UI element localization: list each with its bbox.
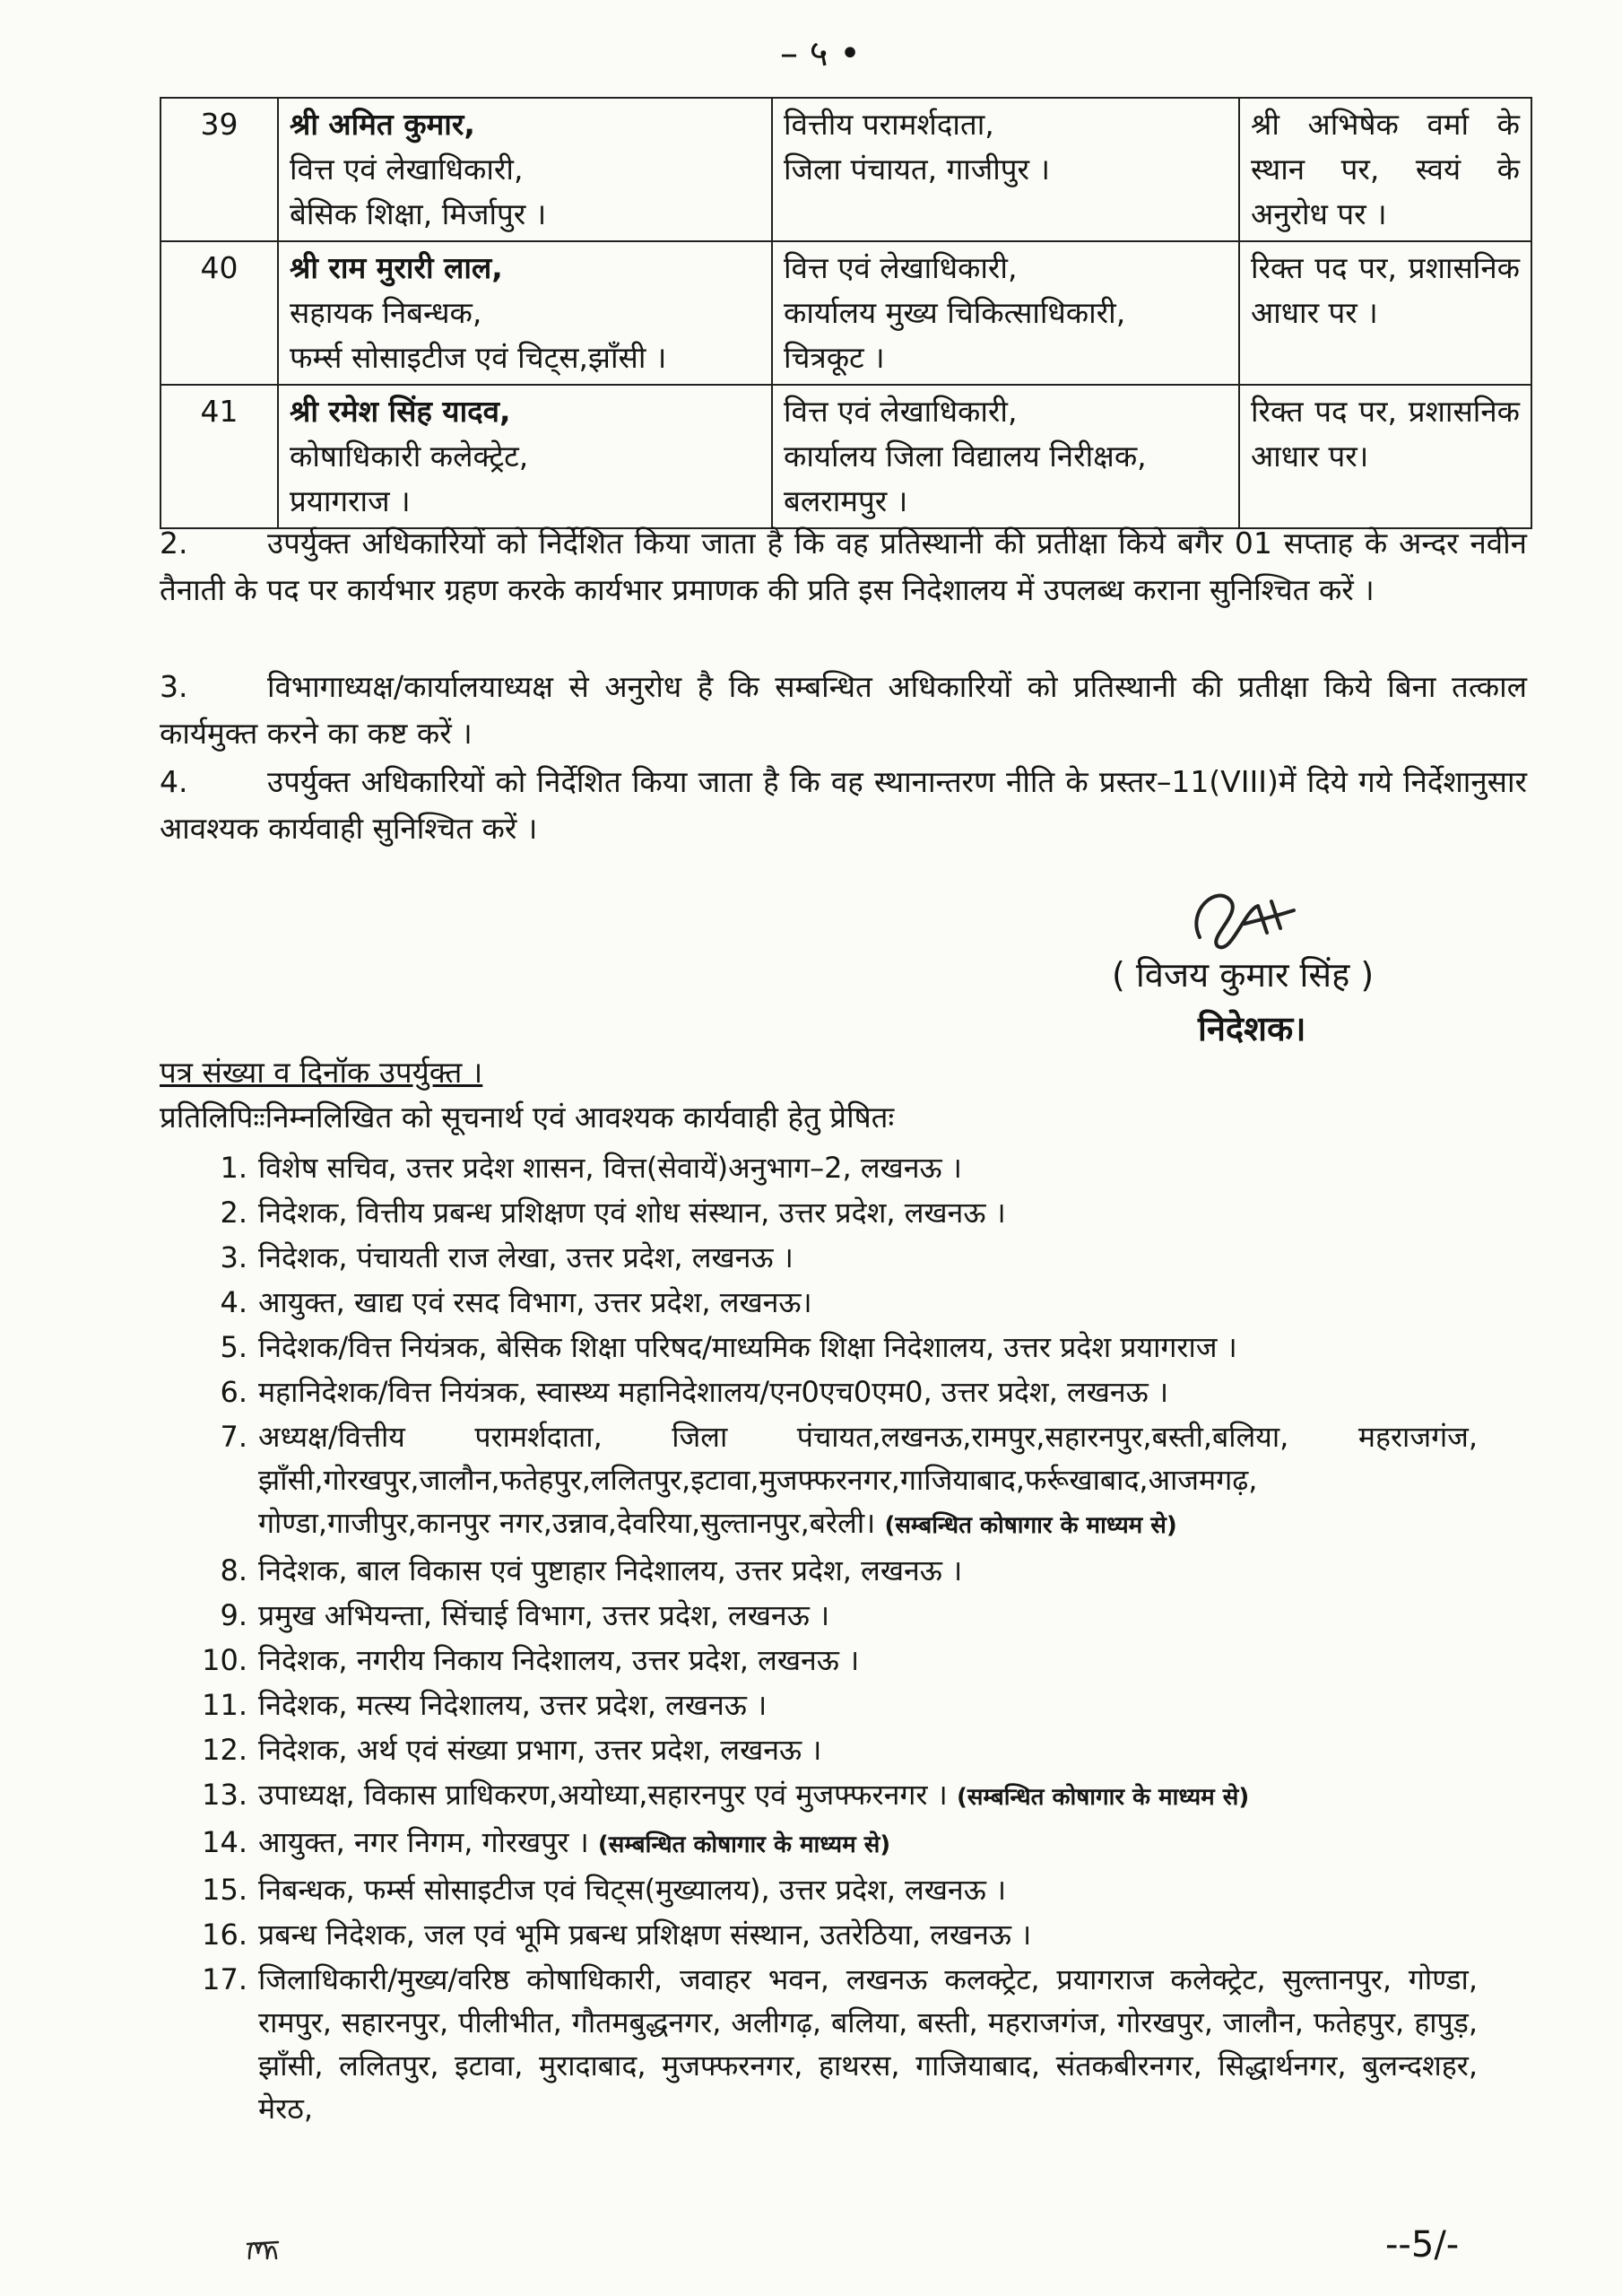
list-item-body: आयुक्त, नगर निगम, गोरखपुर । [258,1825,589,1859]
list-item-text [258,1370,1478,1413]
list-item [160,1326,1478,1369]
list-item-text [258,1549,1478,1592]
list-item-text [258,1868,1478,1911]
officer-cell [278,241,772,385]
officer-detail: बेसिक शिक्षा, मिर्जापुर । [290,196,547,231]
list-item-body: अध्यक्ष/वित्तीय परामर्शदाता, जिला पंचायत,लखनऊ,रामपुर,सहारनपुर,बस्ती,बलिया, महराजगंज, झाँसी,गोरखपुर,जालौन,फतेहपुर,ललितपुर,इटावा,मुजफ्फरनगर,गाजियाबाद,फर्रूखाबाद,आजमगढ़, गोण्डा,गाजीपुर,कानपुर नगर,उन्नाव,देवरिया,सुल्तानपुर,बरेली। [258,1420,1478,1540]
list-item-text [258,1191,1478,1234]
list-item-text [258,1415,1478,1547]
paragraph-number: 4. [160,764,188,799]
list-item [160,1639,1478,1682]
remark-cell: रिक्त पद पर, प्रशासनिक आधार पर। [1239,385,1531,528]
list-item-number: 13. [202,1778,247,1812]
list-item-number: 14. [202,1825,247,1859]
posting-line: कार्यालय जिला विद्यालय निरीक्षक, [784,439,1147,474]
posting-line: बलरामपुर । [784,483,908,518]
list-item-body: प्रमुख अभियन्ता, सिंचाई विभाग, उत्तर प्रदेश, लखनऊ । [258,1598,830,1632]
paragraph-3 [160,664,1527,757]
list-item [160,1913,1478,1956]
list-item-number: 6. [220,1375,247,1409]
page-number: – ५ • [780,33,861,74]
officer-name: श्री रमेश सिंह यादव, [290,394,511,429]
list-item-text [258,1326,1478,1369]
list-item-text [258,1913,1478,1956]
posting-cell [772,385,1239,528]
list-item [160,1594,1478,1637]
list-item [160,1728,1478,1771]
list-item-body: आयुक्त, खाद्य एवं रसद विभाग, उत्तर प्रदेश, लखनऊ। [258,1285,812,1319]
list-item-body: निदेशक, बाल विकास एवं पुष्टाहार निदेशालय, उत्तर प्रदेश, लखनऊ । [258,1553,963,1587]
list-item-text [258,1958,1478,2130]
list-item-number: 15. [202,1873,247,1907]
list-item [160,1415,1478,1547]
serial-number: 39 [160,98,278,241]
list-item-number: 4. [220,1285,247,1319]
list-item [160,1868,1478,1911]
posting-cell [772,241,1239,385]
officer-detail: सहायक निबन्धक, [290,295,482,330]
paragraph-text: उपर्युक्त अधिकारियों को निर्देशित किया जाता है कि वह स्थानान्तरण नीति के प्रस्तर–11(VIII)में दिये गये निर्देशानुसार आवश्यक कार्यवाही सुनिश्चित करें । [160,764,1527,846]
copy-intro: प्रतिलिपिःःनिम्नलिखित को सूचनार्थ एवं आवश्यक कार्यवाही हेतु प्रेषितः [160,1100,895,1135]
signatory-name: ( विजय कुमार सिंह ) [1112,955,1375,995]
posting-line: कार्यालय मुख्य चिकित्साधिकारी, [784,295,1126,330]
transfer-table [160,97,1532,529]
paragraph-4 [160,759,1527,852]
list-item-number: 11. [202,1688,247,1722]
posting-line: वित्तीय परामर्शदाता, [784,107,994,142]
posting-line: जिला पंचायत, गाजीपुर । [784,152,1051,187]
list-item-number: 12. [202,1733,247,1767]
officer-detail: फर्म्स सोसाइटीज एवं चिट्स,झाँसी । [290,340,667,375]
list-item [160,1683,1478,1726]
list-item-number: 16. [202,1918,247,1952]
list-item-text [258,1146,1478,1189]
list-item [160,1281,1478,1324]
list-item-body: निदेशक, पंचायती राज लेखा, उत्तर प्रदेश, लखनऊ । [258,1240,794,1274]
officer-cell [278,98,772,241]
remark-cell: रिक्त पद पर, प्रशासनिक आधार पर । [1239,241,1531,385]
list-item-number: 7. [220,1420,247,1454]
paragraph-2 [160,520,1527,613]
serial-number: 41 [160,385,278,528]
copy-list [160,1146,1478,2132]
officer-cell [278,385,772,528]
continued-marker: --5/- [1385,2224,1460,2266]
list-item-body: निदेशक, मत्स्य निदेशालय, उत्तर प्रदेश, लखनऊ । [258,1688,768,1722]
table-row [160,98,1531,241]
officer-detail: प्रयागराज । [290,483,411,518]
list-item-body: उपाध्यक्ष, विकास प्राधिकरण,अयोध्या,सहारनपुर एवं मुजफ्फरनगर । [258,1778,948,1812]
table-row [160,385,1531,528]
initials-mark [244,2231,280,2267]
list-item-body: जिलाधिकारी/मुख्य/वरिष्ठ कोषाधिकारी, जवाहर भवन, लखनऊ कलक्ट्रेट, प्रयागराज कलेक्ट्रेट, सुल्तानपुर, गोण्डा, रामपुर, सहारनपुर, पीलीभीत, गौतमबुद्धनगर, अलीगढ़, बलिया, बस्ती, महराजगंज, गोरखपुर, जालौन, फतेहपुर, हापुड़, झाँसी, ललितपुर, इटावा, मुरादाबाद, मुजफ्फरनगर, हाथरस, गाजियाबाद, संतकबीरनगर, सिद्धार्थनगर, बुलन्दशहर, मेरठ, [258,1962,1478,2126]
list-item-text [258,1594,1478,1637]
signatory-title: निदेशक। [1198,1009,1306,1048]
list-item-body: निदेशक, नगरीय निकाय निदेशालय, उत्तर प्रदेश, लखनऊ । [258,1643,860,1677]
list-item [160,1236,1478,1279]
list-item-note: (सम्बन्धित कोषागार के माध्यम से) [884,1512,1177,1539]
posting-line: चित्रकूट । [784,340,885,375]
list-item-text [258,1683,1478,1726]
paragraph-number: 2. [160,526,188,561]
remark-cell: श्री अभिषेक वर्मा के स्थान पर, स्वयं के अनुरोध पर । [1239,98,1531,241]
list-item-text [258,1821,1478,1866]
list-item [160,1370,1478,1413]
list-item [160,1958,1478,2130]
list-item-body: निदेशक, अर्थ एवं संख्या प्रभाग, उत्तर प्रदेश, लखनऊ । [258,1733,822,1767]
list-item-number: 3. [220,1240,247,1274]
list-item-number: 5. [220,1330,247,1364]
list-item-note: (सम्बन्धित कोषागार के माध्यम से) [956,1784,1250,1811]
list-item [160,1773,1478,1819]
list-item-text [258,1281,1478,1324]
letter-reference: पत्र संख्या व दिनॉक उपर्युक्त । [160,1055,483,1090]
officer-name: श्री अमित कुमार, [290,107,475,142]
list-item-number: 2. [220,1196,247,1230]
list-item-number: 10. [202,1643,247,1677]
list-item-text [258,1728,1478,1771]
list-item-number: 1. [220,1151,247,1185]
list-item [160,1146,1478,1189]
list-item-body: महानिदेशक/वित्त नियंत्रक, स्वास्थ्य महानिदेशालय/एन0एच0एम0, उत्तर प्रदेश, लखनऊ । [258,1375,1169,1409]
list-item-text [258,1639,1478,1682]
officer-name: श्री राम मुरारी लाल, [290,250,503,285]
list-item-body: निदेशक/वित्त नियंत्रक, बेसिक शिक्षा परिषद/माध्यमिक शिक्षा निदेशालय, उत्तर प्रदेश प्रयागराज । [258,1330,1237,1364]
officer-detail: कोषाधिकारी कलेक्ट्रेट, [290,439,529,474]
list-item-note: (सम्बन्धित कोषागार के माध्यम से) [597,1831,891,1858]
paragraph-text: विभागाध्यक्ष/कार्यालयाध्यक्ष से अनुरोध है कि सम्बन्धित अधिकारियों को प्रतिस्थानी की प्रतीक्षा किये बिना तत्काल कार्यमुक्त करने का कष्ट करें । [160,669,1527,751]
paragraph-number: 3. [160,669,188,704]
posting-line: वित्त एवं लेखाधिकारी, [784,250,1018,285]
officer-detail: वित्त एवं लेखाधिकारी, [290,152,524,187]
paragraph-text: उपर्युक्त अधिकारियों को निर्देशित किया जाता है कि वह प्रतिस्थानी की प्रतीक्षा किये बगैर 01 सप्ताह के अन्दर नवीन तैनाती के पद पर कार्यभार ग्रहण करके कार्यभार प्रमाणक की प्रति इस निदेशालय में उपलब्ध कराना सुनिश्चित करें । [160,526,1527,607]
list-item-body: प्रबन्ध निदेशक, जल एवं भूमि प्रबन्ध प्रशिक्षण संस्थान, उतरेठिया, लखनऊ । [258,1918,1032,1952]
posting-cell [772,98,1239,241]
list-item-text [258,1236,1478,1279]
list-item [160,1191,1478,1234]
list-item-text [258,1773,1478,1819]
list-item [160,1549,1478,1592]
list-item-body: निबन्धक, फर्म्स सोसाइटीज एवं चिट्स(मुख्यालय), उत्तर प्रदेश, लखनऊ । [258,1873,1007,1907]
list-item [160,1821,1478,1866]
list-item-body: विशेष सचिव, उत्तर प्रदेश शासन, वित्त(सेवायें)अनुभाग–2, लखनऊ । [258,1151,962,1185]
posting-line: वित्त एवं लेखाधिकारी, [784,394,1018,429]
list-item-number: 17. [202,1962,247,1996]
list-item-body: निदेशक, वित्तीय प्रबन्ध प्रशिक्षण एवं शोध संस्थान, उत्तर प्रदेश, लखनऊ । [258,1196,1006,1230]
list-item-number: 8. [220,1553,247,1587]
list-item-number: 9. [220,1598,247,1632]
table-row [160,241,1531,385]
serial-number: 40 [160,241,278,385]
